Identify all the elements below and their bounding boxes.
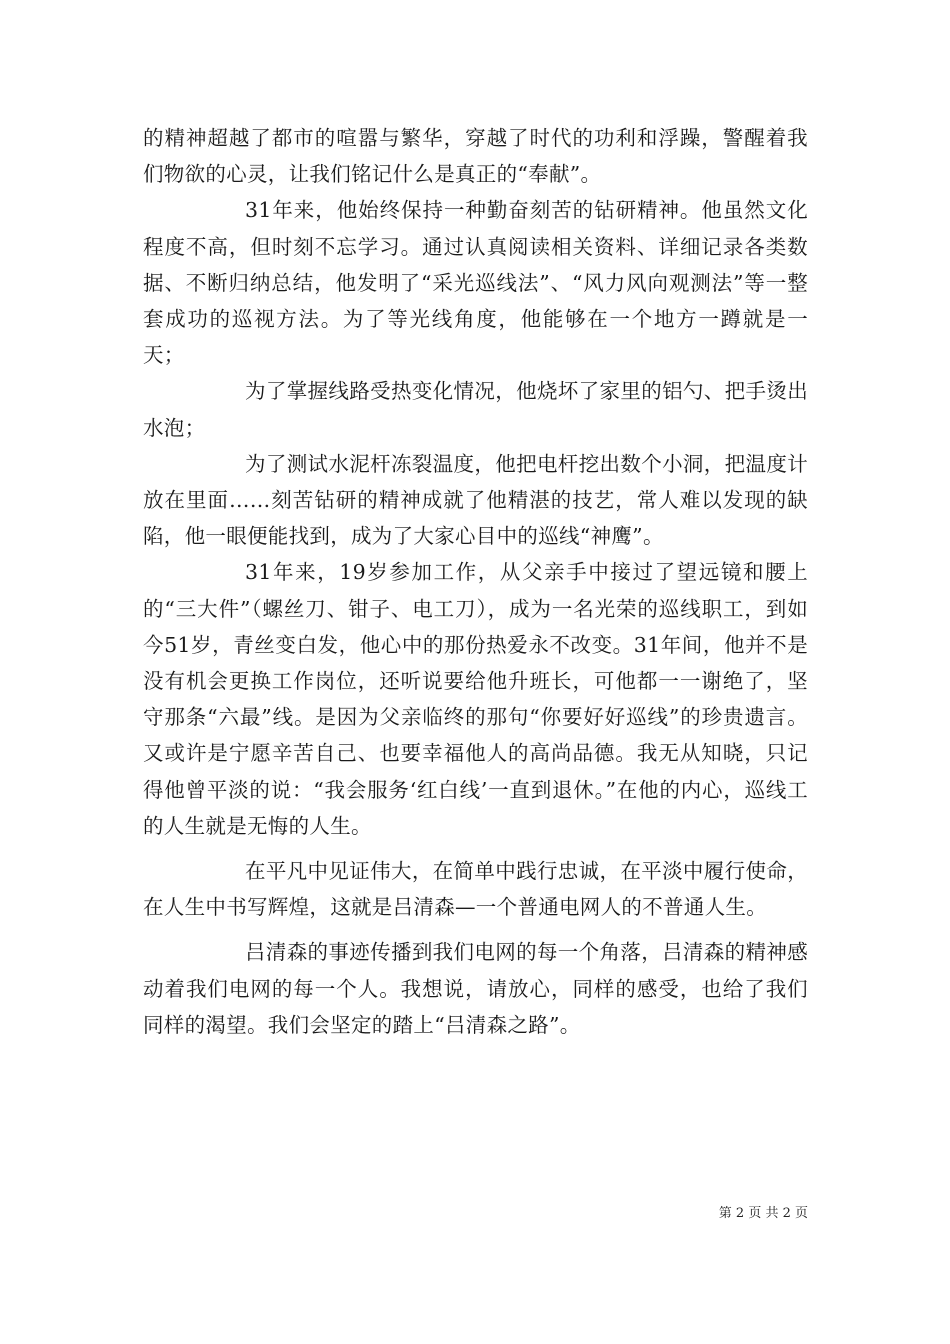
paragraph-continuation: 的精神超越了都市的喧嚣与繁华，穿越了时代的功利和浮躁，警醒着我们物欲的心灵，让我们铭记什么是真正的“奉献”。 xyxy=(143,126,808,187)
paragraph-research-spirit: 31年来，他始终保持一种勤奋刻苦的钻研精神。他虽然文化程度不高，但时刻不忘学习。通过认真阅读相关资料、详细记录各类数据、不断归纳总结，他发明了“采光巡线法”、“风力风向观测法”等一整套成功的巡视方法。为了等光线角度，他能够在一个地方一蹲就是一天； xyxy=(143,198,808,368)
paragraph-career: 31年来，19岁参加工作，从父亲手中接过了望远镜和腰上的“三大件”（螺丝刀、钳子、电工刀），成为一名光荣的巡线职工，到如今51岁，青丝变白发，他心中的那份热爱永不改变。31年间，他并不是没有机会更换工作岗位，还听说要给他升班长，可他都一一谢绝了，坚守那条“六最”线。是因为父亲临终的那句“你要好好巡线”的珍贵遗言。又或许是宁愿辛苦自己、也要幸福他人的高尚品德。我无从知晓，只记得他曾平淡的说：“我会服务‘红白线’一直到退休。”在他的内心，巡线工的人生就是无悔的人生。 xyxy=(143,560,808,838)
document-body xyxy=(143,120,808,1043)
paragraph-heat-test: 为了掌握线路受热变化情况，他烧坏了家里的铝勺、把手烫出水泡； xyxy=(143,379,808,440)
paragraph-conclusion: 吕清森的事迹传播到我们电网的每一个角落，吕清森的精神感动着我们电网的每一个人。我想说，请放心，同样的感受，也给了我们同样的渴望。我们会坚定的踏上“吕清森之路”。 xyxy=(143,940,808,1037)
paragraph-freeze-test: 为了测试水泥杆冻裂温度，他把电杆挖出数个小洞，把温度计放在里面……刻苦钻研的精神成就了他精湛的技艺，常人难以发现的缺陷，他一眼便能找到，成为了大家心目中的巡线“神鹰”。 xyxy=(143,451,808,549)
paragraph-summary: 在平凡中见证伟大，在简单中践行忠诚，在平淡中履行使命，在人生中书写辉煌，这就是吕清森—一个普通电网人的不普通人生。 xyxy=(143,859,808,920)
page-number-footer: 第 2 页 共 2 页 xyxy=(718,1206,808,1221)
